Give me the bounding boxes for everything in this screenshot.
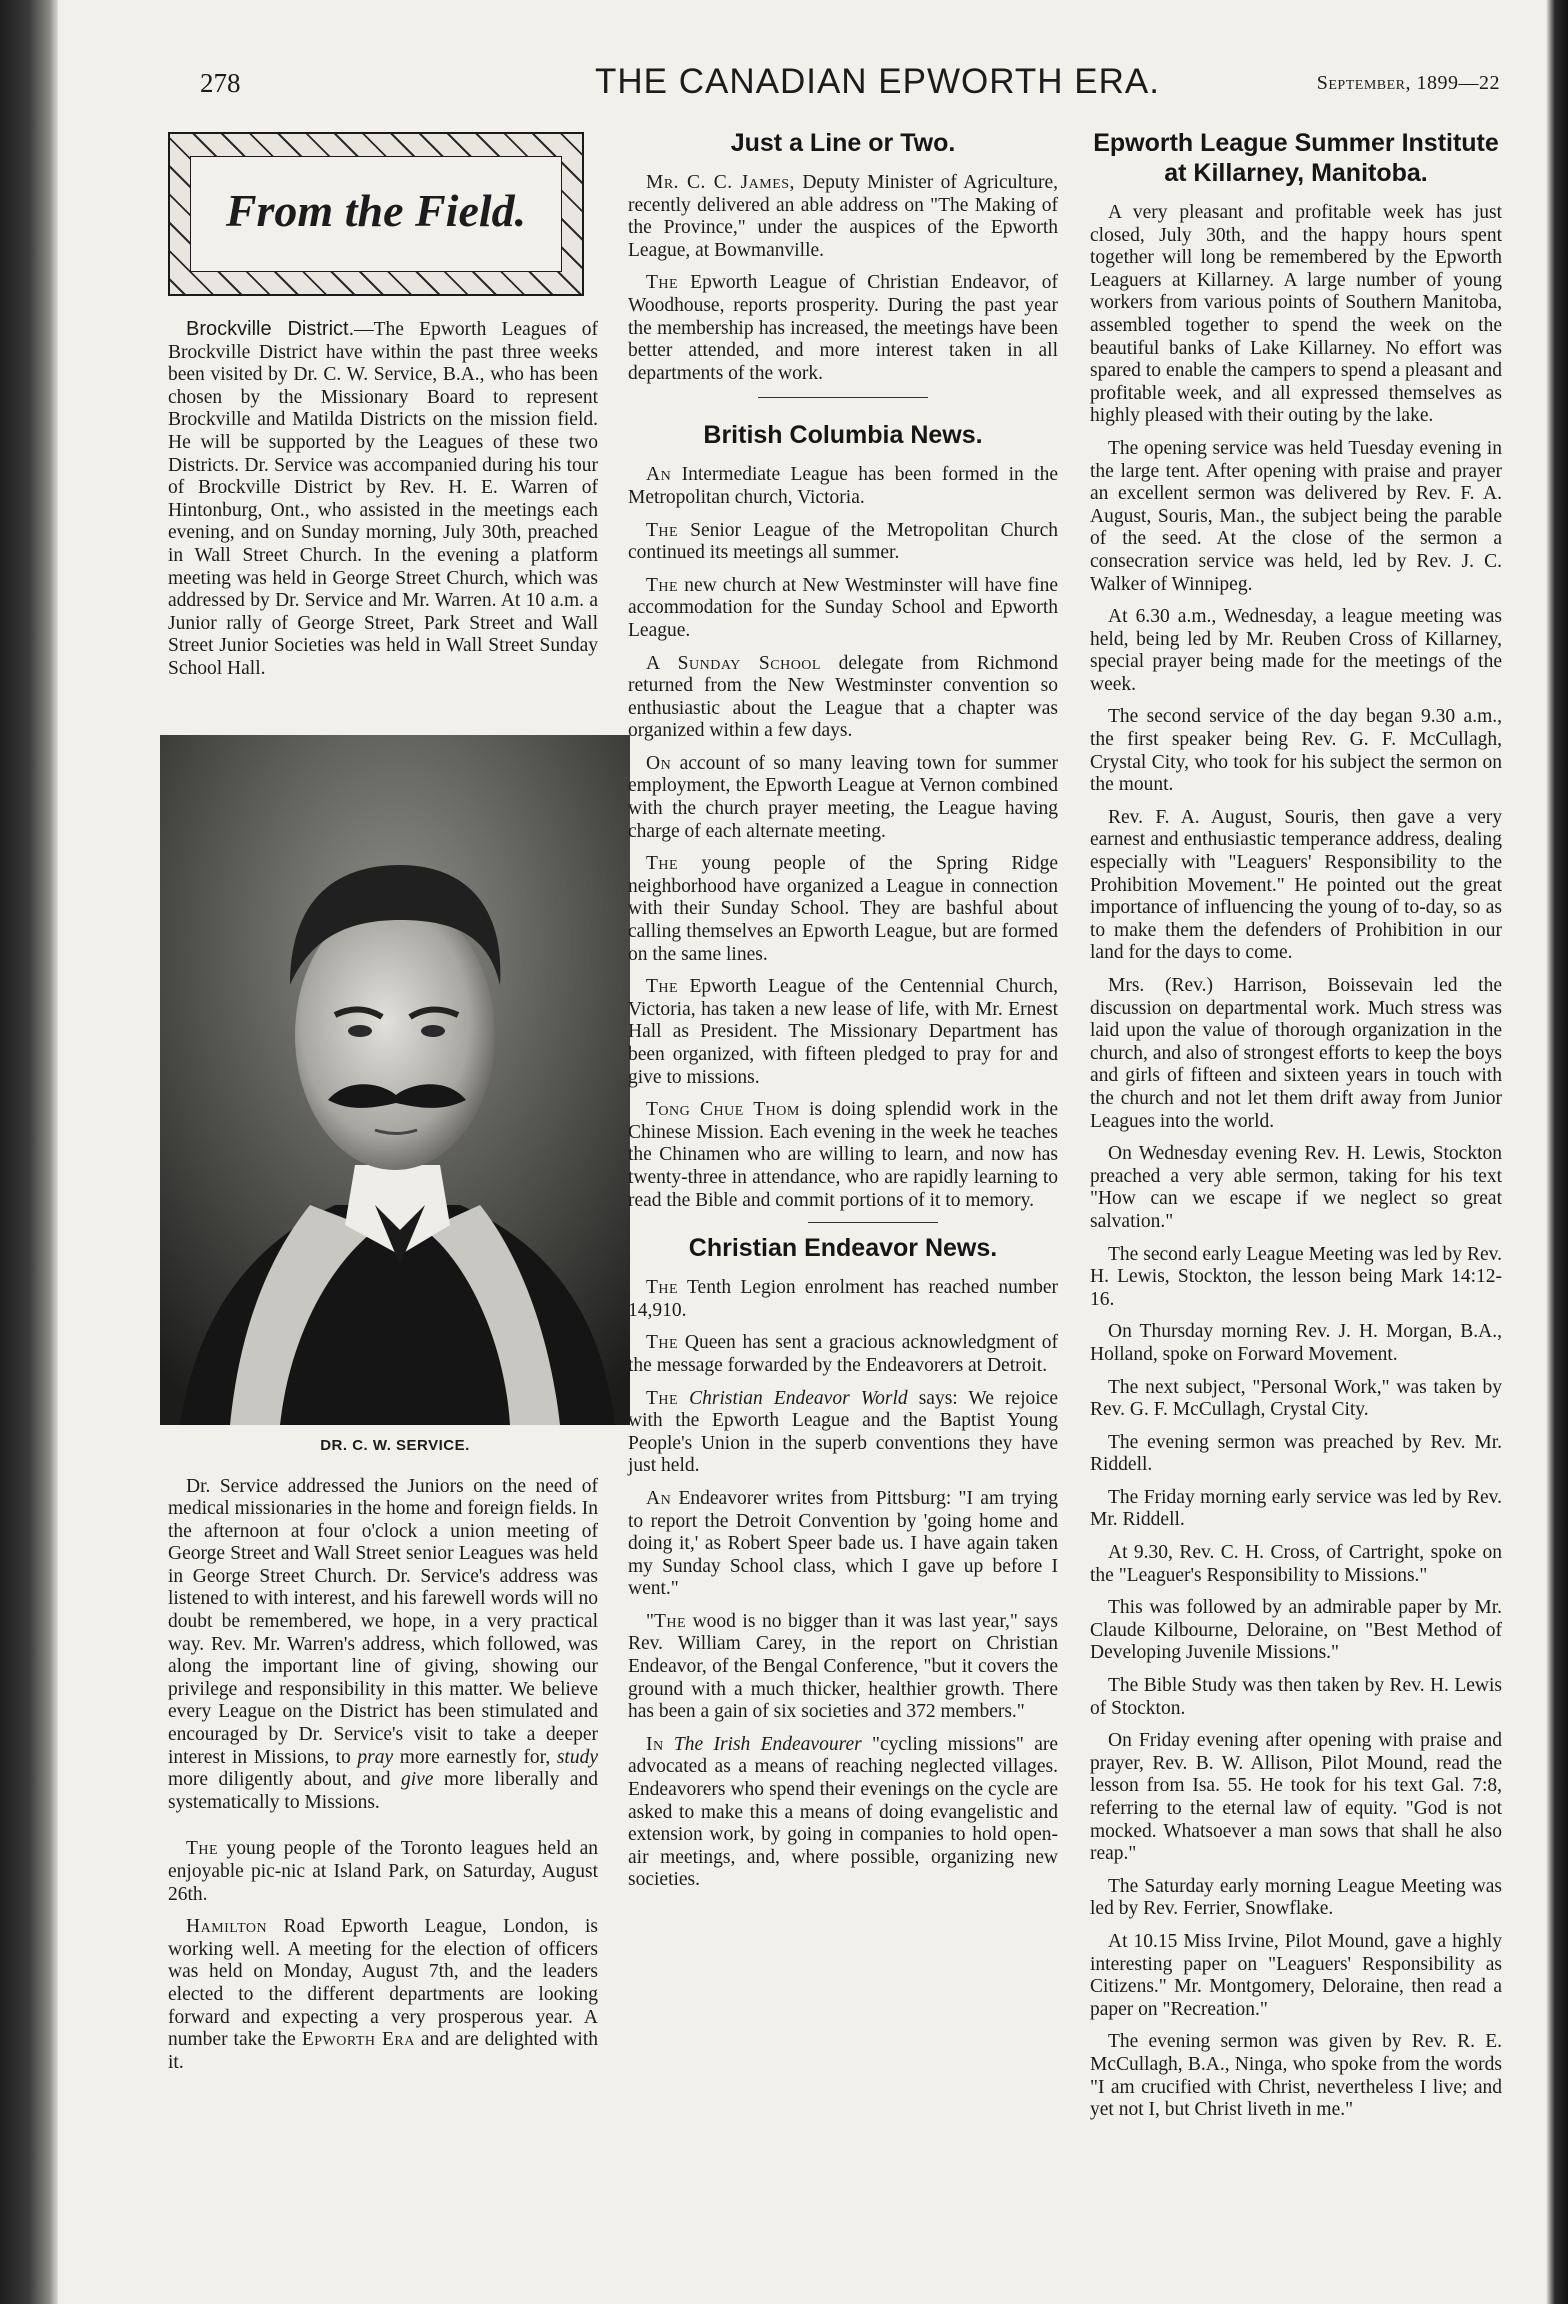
ce2-text: Queen has sent a gracious acknowledgment of the message forwarded by the Endeavorers at Detroit. bbox=[628, 1332, 1058, 1376]
killarney-paragraph: The second early League Meeting was led by Rev. H. Lewis, Stockton, the lesson being Mark 14:12-16. bbox=[1090, 1243, 1502, 1310]
hamilton-paragraph bbox=[168, 1916, 598, 2074]
left-column bbox=[168, 128, 598, 2084]
bc-paragraph bbox=[628, 976, 1058, 1089]
bc8-text: is doing splendid work in the Chinese Mission. Each evening in the week he teaches the Chinamen who are willing to learn, and now has twenty-three in attendance, who are rapidly learning to read the Bible and commit portions of it to memory. bbox=[628, 1099, 1058, 1211]
toronto-paragraph bbox=[168, 1838, 598, 1906]
ce3-italic: Christian Endeavor World bbox=[678, 1387, 908, 1409]
james-text: Deputy Minister of Agriculture, recently delivered an able address on "The Making of the Province," under the auspices of the Epworth League, at Bowmanville. bbox=[628, 172, 1058, 261]
ce-paragraph bbox=[628, 1277, 1058, 1322]
hamilton-lead: Hamilton bbox=[186, 1916, 268, 1938]
bc5-text: account of so many leaving town for summer employment, the Epworth League at Vernon combined with the church prayer meeting, the League having charge of each alternate meeting. bbox=[628, 752, 1058, 842]
ce4-text: Endeavorer writes from Pittsburg: "I am trying to report the Detroit Convention by 'going home and doing it,' as Robert Speer bade us. I have again taken my Sunday School class, which I gave up before I went." bbox=[628, 1487, 1058, 1600]
toronto-text: young people of the Toronto leagues held an enjoyable pic-nic at Island Park, on Saturday, August 26th. bbox=[168, 1838, 598, 1905]
woodhouse-lead: The bbox=[646, 272, 679, 294]
bc7-text: Epworth League of the Centennial Church, Victoria, has taken a new lease of life, with Mr. Ernest Hall as President. The Missionary Department has been organized, with fifteen pledged to pray for and give to missions. bbox=[628, 976, 1058, 1088]
ce5-text: wood is no bigger than it was last year," says Rev. William Carey, in the report on Christian Endeavor, of the Bengal Conference, "but it covers the ground with a much thicker, healthier growth. There has been a gain of six societies and 372 members." bbox=[628, 1610, 1058, 1723]
killarney-paragraph: At 9.30, Rev. C. H. Cross, of Cartright, spoke on the "Leaguer's Responsibility to Missions." bbox=[1090, 1542, 1502, 1586]
james-lead: Mr. C. C. James, bbox=[646, 172, 795, 193]
ce-paragraph bbox=[628, 1332, 1058, 1377]
killarney-paragraph: The evening sermon was preached by Rev. Mr. Riddell. bbox=[1090, 1431, 1502, 1476]
service-study: study bbox=[556, 1746, 598, 1768]
ce3-lead: The bbox=[646, 1387, 679, 1409]
ce6-italic: The Irish Endeavourer bbox=[663, 1733, 862, 1755]
bc1-lead: An bbox=[646, 464, 672, 486]
woodhouse-paragraph bbox=[628, 272, 1058, 385]
service-text-4: more liberally and systematically to Missions. bbox=[168, 1769, 598, 1813]
issue-date: September, 1899—22 bbox=[1316, 72, 1500, 94]
bc4-lead: A Sunday School bbox=[646, 652, 821, 674]
service-give: give bbox=[400, 1769, 434, 1791]
ce-paragraph bbox=[628, 1734, 1058, 1892]
killarney-paragraph: On Thursday morning Rev. J. H. Morgan, B.A., Holland, spoke on Forward Movement. bbox=[1090, 1321, 1502, 1365]
bc5-lead: On bbox=[646, 752, 672, 774]
page-right-edge bbox=[1546, 0, 1568, 2304]
middle-column bbox=[628, 128, 1058, 1902]
service-pray: pray bbox=[357, 1746, 394, 1768]
section-divider bbox=[758, 397, 928, 398]
killarney-paragraph: On Friday evening after opening with praise and prayer, Rev. B. W. Allison, Pilot Mound, read the lesson from Isa. 55. He took for his text Gal. 7:8, referring to the eternal law of equity. "God is not mocked. Whatsoever a man sows that shall he also reap." bbox=[1090, 1730, 1502, 1865]
ce-paragraph bbox=[628, 1388, 1058, 1478]
bc8-lead: Tong Chue Thom bbox=[646, 1099, 800, 1121]
killarney-paragraph: This was followed by an admirable paper by Mr. Claude Kilbourne, Deloraine, on "Best Method of Developing Juvenile Missions." bbox=[1090, 1597, 1502, 1664]
spacer bbox=[168, 1824, 598, 1838]
from-the-field-banner bbox=[168, 132, 584, 296]
killarney-paragraph: The Bible Study was then taken by Rev. H. Lewis of Stockton. bbox=[1090, 1675, 1502, 1719]
service-paragraph bbox=[168, 1476, 598, 1815]
ce4-lead: An bbox=[646, 1487, 672, 1509]
killarney-paragraph: The second service of the day began 9.30 a.m., the first speaker being Rev. G. F. McCullagh, Crystal City, who took for his subject the sermon on the mount. bbox=[1090, 706, 1502, 796]
ce6-lead: In bbox=[646, 1733, 664, 1755]
service-text-2: more earnestly for, bbox=[393, 1746, 557, 1768]
killarney-paragraph: Rev. F. A. August, Souris, then gave a very earnest and enthusiastic temperance address, dealing especially with "Leaguers' Responsibility to the Prohibition Movement." He pointed out the great importance of influencing the young of to-day, so as to make them the defenders of Prohibition in our land for the days to come. bbox=[1090, 806, 1502, 964]
banner-frame bbox=[190, 156, 562, 272]
page-number: 278 bbox=[200, 68, 241, 98]
bc6-text: young people of the Spring Ridge neighborhood have organized a League in connection with their Sunday School. They are bashful about calling themselves an Epworth League, but are formed on the same lines. bbox=[628, 853, 1058, 965]
bc-paragraph bbox=[628, 520, 1058, 565]
just-a-line-heading: Just a Line or Two. bbox=[730, 129, 956, 157]
service-text-1: Dr. Service addressed the Juniors on the need of medical missionaries in the home and foreign fields. In the afternoon at four o'clock a union meeting of George Street and Wall Street senior Leagues was held in George Street Church. Dr. Service's address was listened to with interest, and his farewell words will no doubt be remembered, we hope, in a very practical way. Rev. Mr. Warren's address, which followed, was along the important line of giving, showing our privilege and responsibility in this matter. We believe every League on the District has been stimulated and encouraged by Dr. Service's visit to take a deeper interest in Missions, to bbox=[168, 1475, 598, 1768]
bc6-lead: The bbox=[646, 853, 679, 875]
bc7-lead: The bbox=[646, 976, 679, 998]
killarney-paragraph: The evening sermon was given by Rev. R. E. McCullagh, B.A., Ninga, who spoke from the words "I am crucified with Christ, nevertheless I live; and yet not I, but Christ liveth in me." bbox=[1090, 2031, 1502, 2121]
bc2-text: Senior League of the Metropolitan Church continued its meetings all summer. bbox=[628, 519, 1058, 564]
ce3-text: says: We rejoice with the Epworth League and the Baptist Young People's Union in the superb conventions they have just held. bbox=[628, 1387, 1058, 1477]
killarney-paragraph: The next subject, "Personal Work," was taken by Rev. G. F. McCullagh, Crystal City. bbox=[1090, 1376, 1502, 1421]
journal-title: THE CANADIAN EPWORTH ERA. bbox=[595, 62, 1160, 101]
hamilton-era: Epworth Era bbox=[301, 2029, 415, 2051]
banner-title: From the Field. bbox=[225, 185, 527, 236]
right-column bbox=[1090, 128, 1502, 2132]
killarney-paragraph: A very pleasant and profitable week has just closed, July 30th, and the happy hours spent together will long be remembered by the Epworth Leaguers at Killarney. A large number of young workers from various points of Southern Manitoba, assembled together to spend the week on the beautiful banks of Lake Killarney. No effort was spared to enable the campers to spend a pleasant and profitable week, and all expressed themselves as highly pleased with their outing by the lake. bbox=[1090, 202, 1502, 427]
christian-endeavor-heading: Christian Endeavor News. bbox=[688, 1234, 998, 1263]
ce1-lead: The bbox=[646, 1277, 679, 1299]
killarney-paragraph: The Friday morning early service was led by Rev. Mr. Riddell. bbox=[1090, 1486, 1502, 1531]
bc4-text: delegate from Richmond returned from the New Westminster convention so enthusiastic about the League that a chapter was organized within a few days. bbox=[628, 652, 1058, 742]
hamilton-tail: and are delighted with it. bbox=[168, 2029, 598, 2073]
bc2-lead: The bbox=[646, 519, 679, 541]
killarney-paragraph: The Saturday early morning League Meeting was led by Rev. Ferrier, Snowflake. bbox=[1090, 1875, 1502, 1920]
killarney-paragraph: On Wednesday evening Rev. H. Lewis, Stockton preached a very able sermon, taking for his text "How can we escape if we neglect so great salvation." bbox=[1090, 1143, 1502, 1232]
killarney-paragraph: Mrs. (Rev.) Harrison, Boissevain led the discussion on departmental work. Much stress was laid upon the value of thorough organization in the church, and also of strongest efforts to keep the boys and girls of fifteen and sixteen years in touch with the church and not let them drift away from Junior Leagues into the world. bbox=[1090, 975, 1502, 1132]
ce6-text: "cycling missions" are advocated as a means of reaching neglected villages. Endeavorers who spend their evenings on the cycle are asked to make this a means of doing evangelistic and extension work, by going in companies to hold open-air meetings, and, where possible, organizing new societies. bbox=[628, 1733, 1059, 1891]
page-header bbox=[200, 62, 1500, 106]
ce5-lead: The bbox=[653, 1610, 687, 1632]
bc-paragraph bbox=[628, 753, 1058, 843]
portrait-caption: DR. C. W. SERVICE. bbox=[320, 1436, 470, 1454]
killarney-paragraph: At 6.30 a.m., Wednesday, a league meeting was held, being led by Mr. Reuben Cross of Killarney, special prayer being made for the meetings of the week. bbox=[1090, 606, 1502, 695]
killarney-institute-heading: Epworth League Summer Institute at Killarney, Manitoba. bbox=[1093, 129, 1499, 187]
portrait-photo bbox=[160, 735, 630, 1425]
killarney-paragraph: At 10.15 Miss Irvine, Pilot Mound, gave a highly interesting paper on "Leaguers' Responsibility as Citizens." Mr. Montgomery, Deloraine, then read a paper on "Recreation." bbox=[1090, 1930, 1502, 2020]
book-binding-edge bbox=[0, 0, 58, 2304]
woodhouse-text: Epworth League of Christian Endeavor, of Woodhouse, reports prosperity. During the past year the membership has increased, the meetings have been better attended, and more interest taken in all departments of the work. bbox=[628, 272, 1058, 384]
ce1-text: Tenth Legion enrolment has reached number 14,910. bbox=[628, 1277, 1058, 1321]
bc1-text: Intermediate League has been formed in the Metropolitan church, Victoria. bbox=[628, 464, 1058, 508]
bc-paragraph bbox=[628, 464, 1058, 509]
bc3-lead: The bbox=[646, 574, 679, 596]
portrait-figure bbox=[160, 735, 630, 1454]
bc-paragraph bbox=[628, 853, 1058, 966]
bc-paragraph bbox=[628, 653, 1058, 743]
british-columbia-heading: British Columbia News. bbox=[703, 421, 983, 450]
brockville-paragraph bbox=[168, 318, 598, 681]
short-divider bbox=[808, 1222, 938, 1223]
james-paragraph bbox=[628, 172, 1058, 262]
ce2-lead: The bbox=[646, 1332, 679, 1354]
hamilton-text: Road Epworth League, London, is working well. A meeting for the election of officers was held on Monday, August 7th, and the leaders elected to the different departments are looking forward and expecting a very prosperous year. A number take the bbox=[168, 1916, 598, 2051]
service-text-3: more diligently about, and bbox=[168, 1769, 401, 1791]
ce-paragraph bbox=[628, 1488, 1058, 1601]
bc3-text: new church at New Westminster will have fine accommodation for the Sunday School and Epworth League. bbox=[628, 574, 1058, 641]
killarney-paragraph: The opening service was held Tuesday evening in the large tent. After opening with praise and prayer an excellent sermon was delivered by Rev. F. A. August, Souris, Man., the subject being the parable of the seed. At the close of the sermon a consecration service was held, led by Rev. J. C. Walker of Winnipeg. bbox=[1090, 437, 1502, 595]
ce5-open: " bbox=[646, 1610, 654, 1632]
ce-paragraph bbox=[628, 1611, 1058, 1724]
toronto-lead: The bbox=[186, 1838, 219, 1860]
bc-paragraph bbox=[628, 1099, 1058, 1212]
brockville-text: —The Epworth Leagues of Brockville District have within the past three weeks been visited by Dr. C. W. Service, B.A., who has been chosen by the Missionary Board to represent Brockville and Matilda Districts on the mission field. He will be supported by the Leagues of these two Districts. Dr. Service was accompanied during his tour of Brockville District by Rev. H. E. Warren of Hintonburg, Ont., who assisted in the meetings each evening, and on Sunday morning, July 30th, preached in Wall Street Church. In the evening a platform meeting was held in George Street Church, which was addressed by Dr. Service and Mr. Warren. At 10 a.m. a Junior rally of George Street, Park Street and Wall Street Junior Societies was held in Wall Street Sunday School Hall. bbox=[168, 319, 598, 679]
bc-paragraph bbox=[628, 575, 1058, 643]
brockville-heading: Brockville District. bbox=[186, 318, 355, 340]
